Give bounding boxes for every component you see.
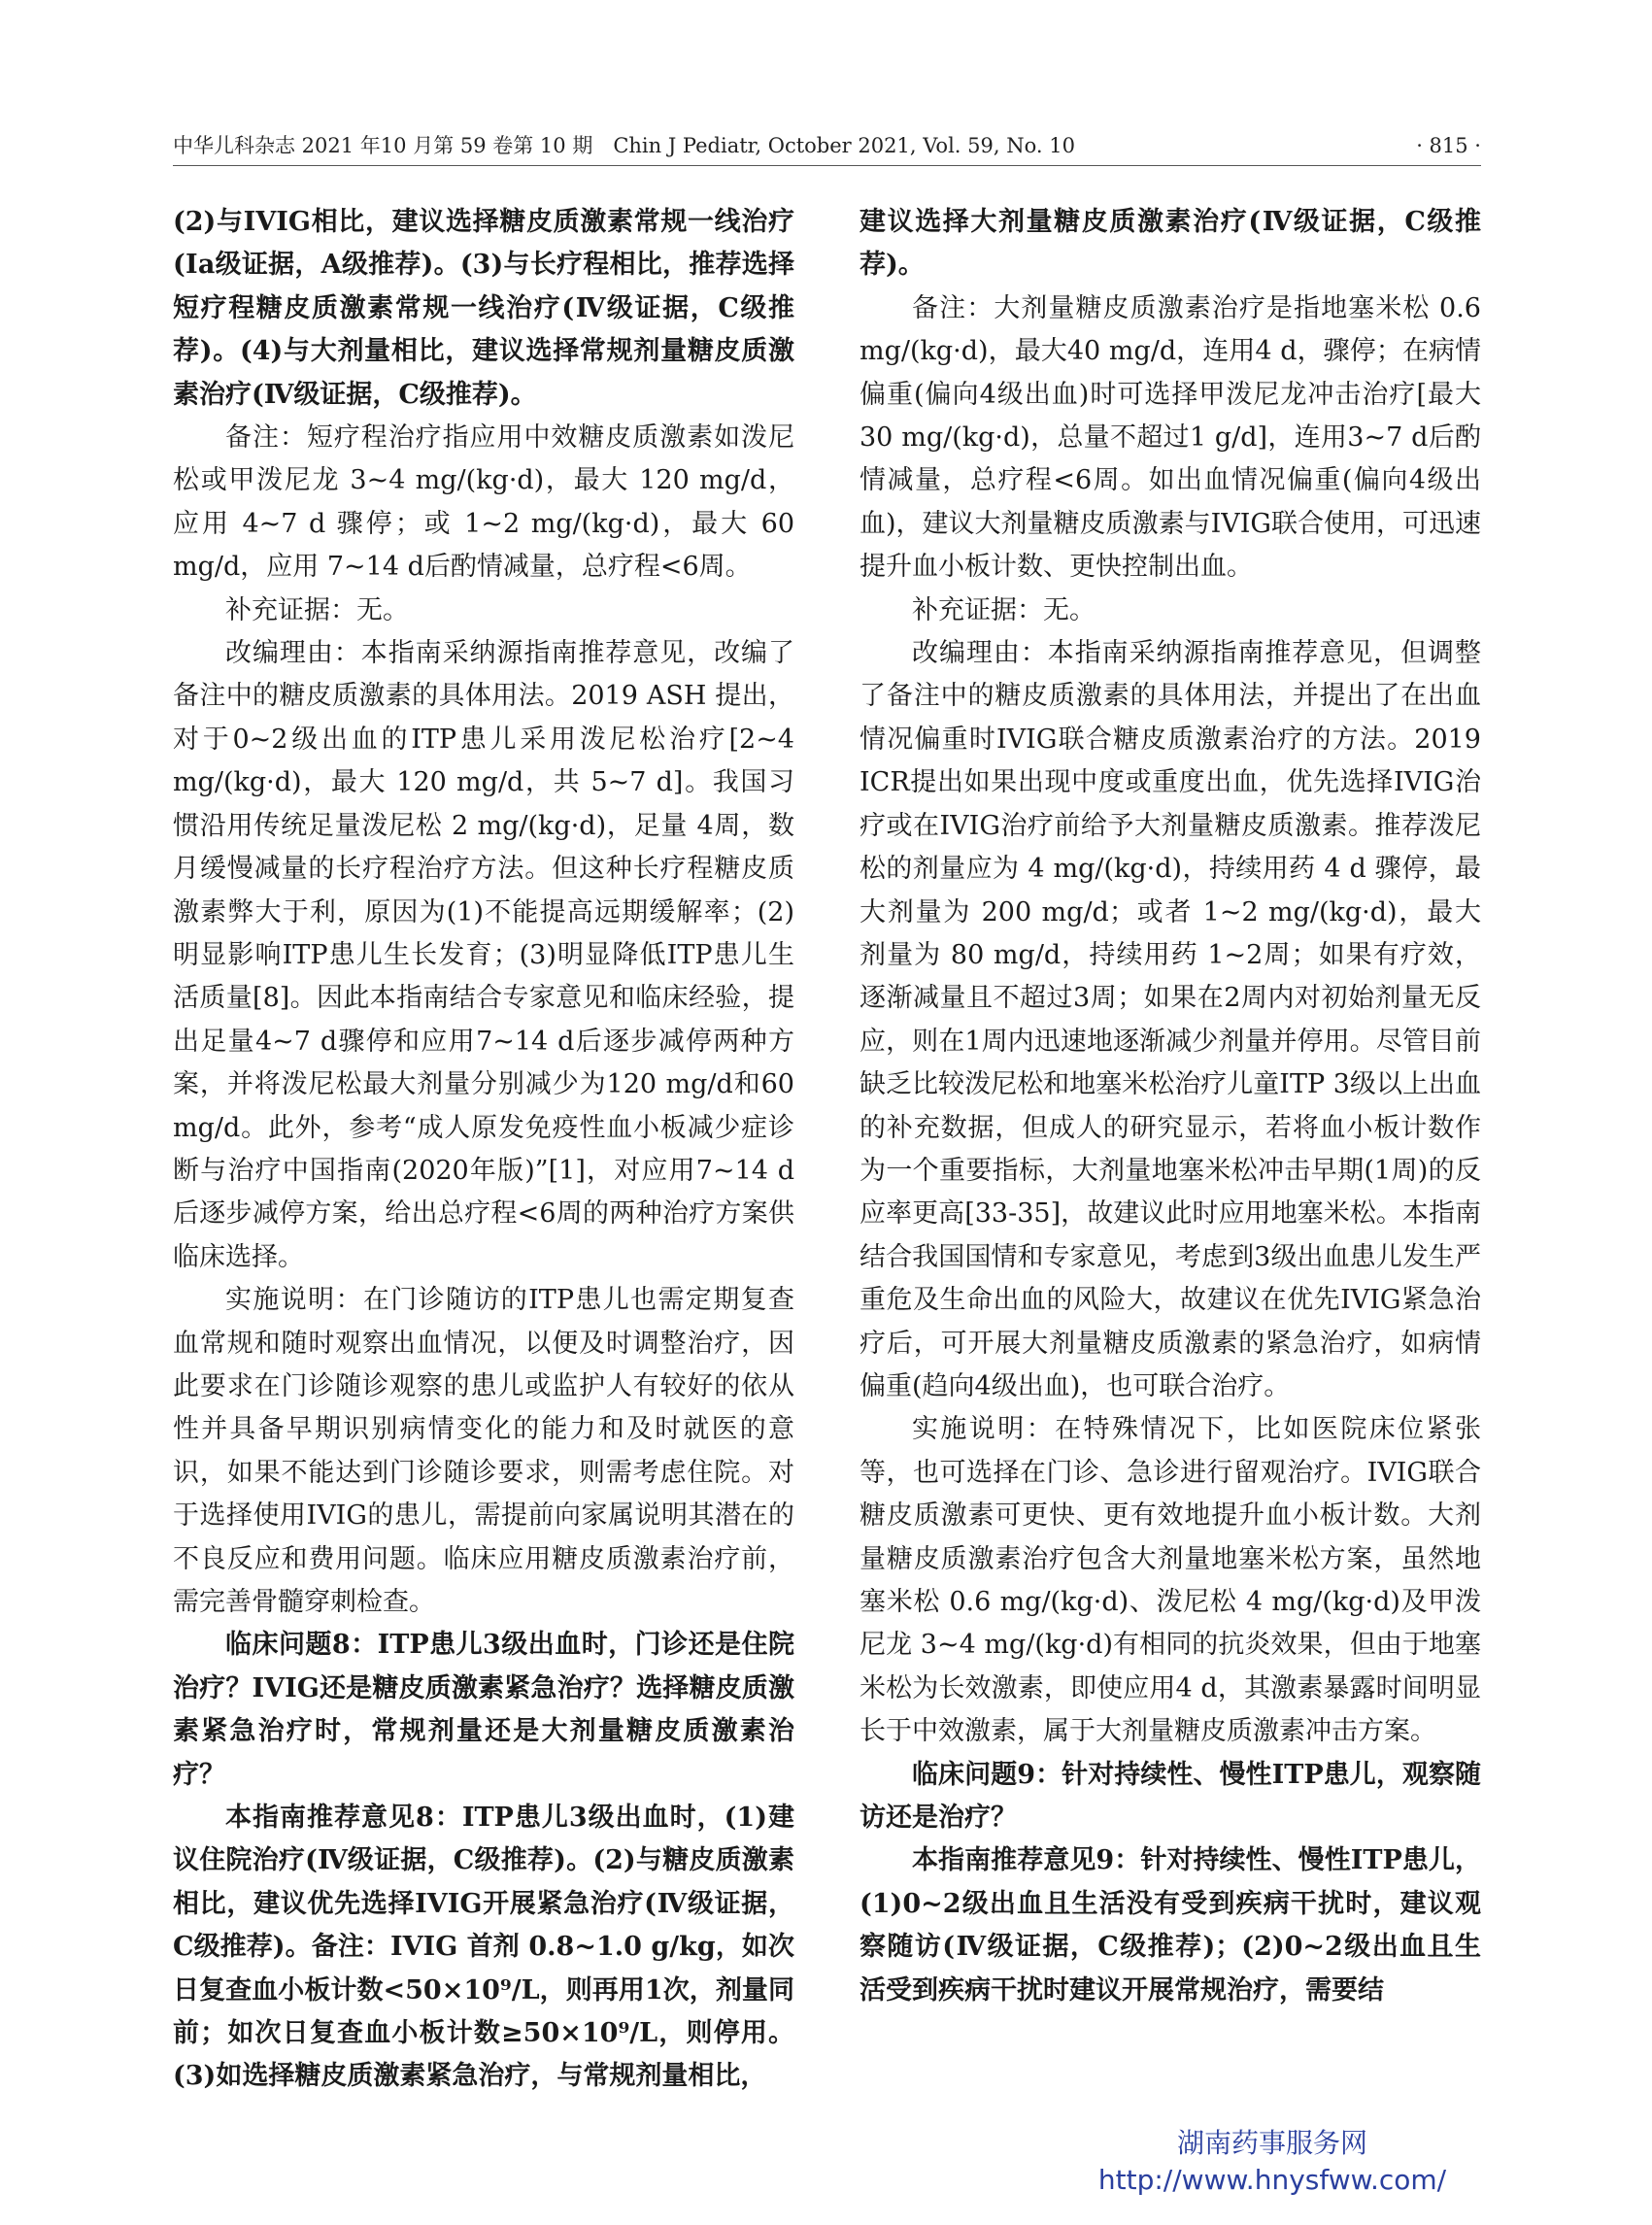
- watermark-url: http://www.hnysfww.com/: [1097, 2164, 1447, 2196]
- paragraph: 备注：短疗程治疗指应用中效糖皮质激素如泼尼松或甲泼尼龙 3~4 mg/(kg·d)，最大 120 mg/d，应用 4~7 d 骤停；或 1~2 mg/(kg·d)，最大 60 mg/d，应用 7~14 d后酌情减量，总疗程<6周。: [173, 422, 794, 583]
- header-rule: [173, 165, 1481, 166]
- running-header: [173, 128, 1481, 163]
- paragraph: 实施说明：在门诊随访的ITP患儿也需定期复查血常规和随时观察出血情况，以便及时调整治疗，因此要求在门诊随诊观察的患儿或监护人有较好的依从性并具备早期识别病情变化的能力和及时就医的意识，如果不能达到门诊随诊要求，则需考虑住院。对于选择使用IVIG的患儿，需提前向家属说明其潜在的不良反应和费用问题。临床应用糖皮质激素治疗前，需完善骨髓穿刺检查。: [173, 1285, 794, 1617]
- paragraph: (2)与IVIG相比，建议选择糖皮质激素常规一线治疗(Ⅰa级证据，A级推荐)。(3)与长疗程相比，推荐选择短疗程糖皮质激素常规一线治疗(Ⅳ级证据，C级推荐)。(4)与大剂量相比，建议选择常规剂量糖皮质激素治疗(Ⅳ级证据，C级推荐)。: [173, 207, 794, 410]
- paragraph: 临床问题9：针对持续性、慢性ITP患儿，观察随访还是治疗？: [860, 1759, 1481, 1834]
- left-column: [173, 201, 794, 2099]
- paragraph: 本指南推荐意见9：针对持续性、慢性ITP患儿，(1)0~2级出血且生活没有受到疾病干扰时，建议观察随访(Ⅳ级证据，C级推荐)；(2)0~2级出血且生活受到疾病干扰时建议开展常规治疗，需要结: [860, 1845, 1481, 2006]
- paragraph: 实施说明：在特殊情况下，比如医院床位紧张等，也可选择在门诊、急诊进行留观治疗。IVIG联合糖皮质激素可更快、更有效地提升血小板计数。大剂量糖皮质激素治疗包含大剂量地塞米松方案，虽然地塞米松 0.6 mg/(kg·d)、泼尼松 4 mg/(kg·d)及甲泼尼龙 3~4 mg/(kg·d)有相同的抗炎效果，但由于地塞米松为长效激素，即使应用4 d，其激素暴露时间明显长于中效激素，属于大剂量糖皮质激素冲击方案。: [860, 1414, 1481, 1747]
- paragraph: 本指南推荐意见8：ITP患儿3级出血时，(1)建议住院治疗(Ⅳ级证据，C级推荐)。(2)与糖皮质激素相比，建议优先选择IVIG开展紧急治疗(Ⅳ级证据，C级推荐)。备注：IVIG 首剂 0.8~1.0 g/kg，如次日复查血小板计数<50×10⁹/L，则再用1次，剂量同前；如次日复查血小板计数≥50×10⁹/L，则停用。(3)如选择糖皮质激素紧急治疗，与常规剂量相比，: [173, 1803, 794, 2092]
- paragraph: 改编理由：本指南采纳源指南推荐意见，改编了备注中的糖皮质激素的具体用法。2019 ASH 提出，对于0~2级出血的ITP患儿采用泼尼松治疗[2~4 mg/(kg·d)，最大 120 mg/d，共 5~7 d]。我国习惯沿用传统足量泼尼松 2 mg/(kg·d)，足量 4周，数月缓慢减量的长疗程治疗方法。但这种长疗程糖皮质激素弊大于利，原因为(1)不能提高远期缓解率；(2)明显影响ITP患儿生长发育；(3)明显降低ITP患儿生活质量[8]。因此本指南结合专家意见和临床经验，提出足量4~7 d骤停和应用7~14 d后逐步减停两种方案，并将泼尼松最大剂量分别减少为120 mg/d和60 mg/d。此外，参考“成人原发免疫性血小板减少症诊断与治疗中国指南(2020年版)”[1]，对应用7~14 d后逐步减停方案，给出总疗程<6周的两种治疗方案供临床选择。: [173, 638, 794, 1272]
- journal-citation: 中华儿科杂志 2021 年10 月第 59 卷第 10 期 Chin J Pediatr, October 2021, Vol. 59, No. 10: [173, 134, 1075, 157]
- paragraph: 备注：大剂量糖皮质激素治疗是指地塞米松 0.6 mg/(kg·d)，最大40 mg/d，连用4 d，骤停；在病情偏重(偏向4级出血)时可选择甲泼尼龙冲击治疗[最大30 mg/(kg·d)，总量不超过1 g/d]，连用3~7 d后酌情减量，总疗程<6周。如出血情况偏重(偏向4级出血)，建议大剂量糖皮质激素与IVIG联合使用，可迅速提升血小板计数、更快控制出血。: [860, 292, 1481, 583]
- paragraph: 补充证据：无。: [225, 594, 409, 625]
- watermark-name: 湖南药事服务网: [1176, 2127, 1367, 2159]
- paragraph: 改编理由：本指南采纳源指南推荐意见，但调整了备注中的糖皮质激素的具体用法，并提出了在出血情况偏重时IVIG联合糖皮质激素治疗的方法。2019 ICR提出如果出现中度或重度出血，优先选择IVIG治疗或在IVIG治疗前给予大剂量糖皮质激素。推荐泼尼松的剂量应为 4 mg/(kg·d)，持续用药 4 d 骤停，最大剂量为 200 mg/d；或者 1~2 mg/(kg·d)，最大剂量为 80 mg/d，持续用药 1~2周；如果有疗效，逐渐减量且不超过3周；如果在2周内对初始剂量无反应，则在1周内迅速地逐渐减少剂量并停用。尽管目前缺乏比较泼尼松和地塞米松治疗儿童ITP 3级以上出血的补充数据，但成人的研究显示，若将血小板计数作为一个重要指标，大剂量地塞米松冲击早期(1周)的反应率更高[33-35]，故建议此时应用地塞米松。本指南结合我国国情和专家意见，考虑到3级出血患儿发生严重危及生命出血的风险大，故建议在优先IVIG紧急治疗后，可开展大剂量糖皮质激素的紧急治疗，如病情偏重(趋向4级出血)，也可联合治疗。: [860, 638, 1481, 1401]
- right-column: [860, 201, 1481, 2012]
- paragraph: 建议选择大剂量糖皮质激素治疗(Ⅳ级证据，C级推荐)。: [860, 207, 1481, 281]
- paragraph: 补充证据：无。: [912, 594, 1096, 625]
- paragraph: 临床问题8：ITP患儿3级出血时，门诊还是住院治疗？IVIG还是糖皮质激素紧急治疗？选择糖皮质激素紧急治疗时，常规剂量还是大剂量糖皮质激素治疗？: [173, 1630, 794, 1790]
- watermark: [1068, 2125, 1476, 2199]
- page-number: · 815 ·: [1416, 134, 1481, 157]
